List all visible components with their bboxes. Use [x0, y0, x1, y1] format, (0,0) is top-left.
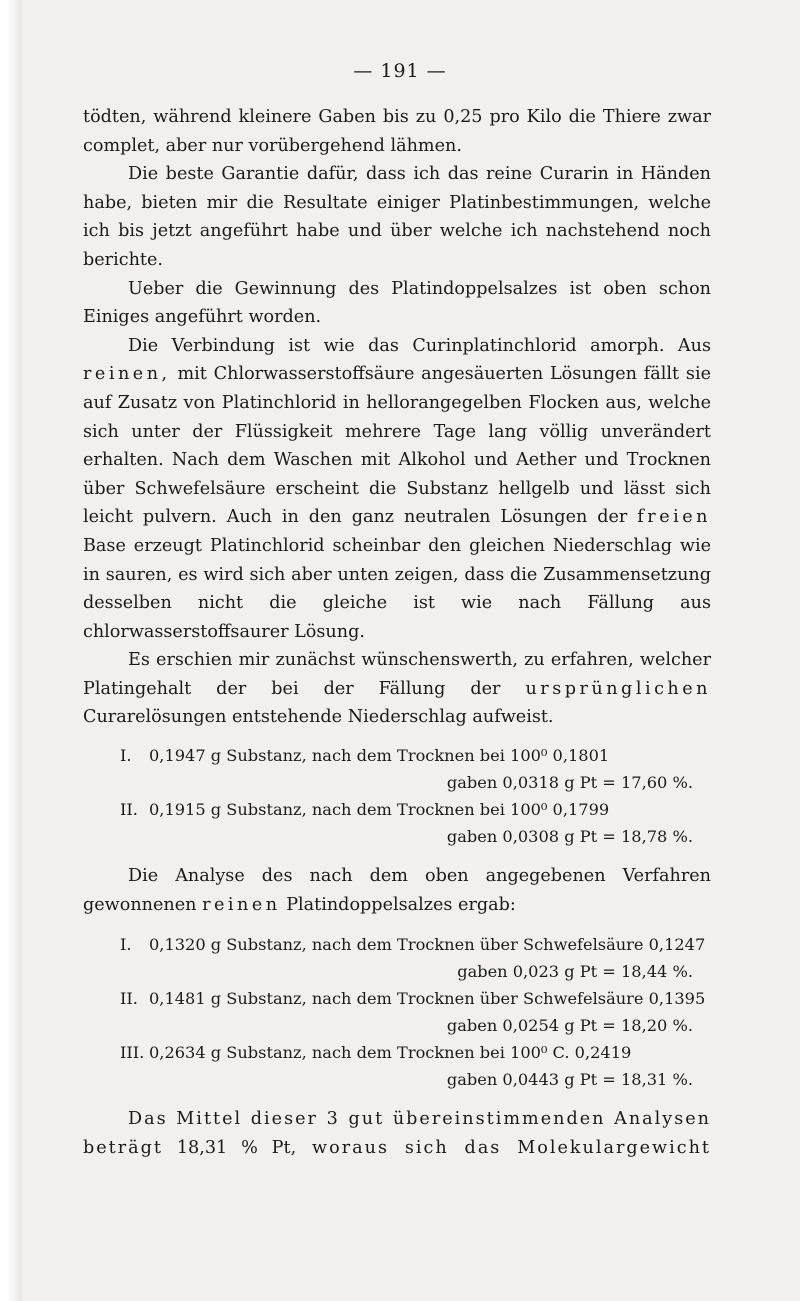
- analysis-row: [83, 931, 711, 958]
- paragraph-4-text-a: Die Verbindung ist wie das Curinplatinchlorid amorph. Aus: [128, 335, 711, 356]
- paragraph-5-spaced: ursprünglichen: [525, 678, 712, 699]
- analysis-row-continuation: [83, 1066, 711, 1093]
- paragraph-2: Die beste Garantie dafür, dass ich das reine Curarin in Händen habe, bieten mir die Resultate einiger Platinbestimmungen, welche ich bis jetzt angeführt habe und über welche ich nachstehend noch berichte.: [83, 164, 711, 270]
- analysis-line: 0,1915 g Substanz, nach dem Trocknen bei 100⁰ 0,1799: [149, 800, 610, 820]
- paragraph-6-text-a: Die Analyse des nach dem oben angegebenen Verfahren gewonnenen: [83, 866, 711, 915]
- analysis-list-1: [83, 742, 711, 850]
- analysis-row: [83, 742, 711, 769]
- analysis-row-continuation: [83, 769, 711, 796]
- paragraph-1: tödten, während kleinere Gaben bis zu 0,25 pro Kilo die Thiere zwar complet, aber nur vorübergehend lähmen.: [83, 107, 711, 156]
- analysis-number: III.: [120, 1043, 145, 1063]
- analysis-line: 0,1320 g Substanz, nach dem Trocknen über Schwefelsäure 0,1247: [149, 935, 706, 955]
- analysis-result: gaben 0,023 g Pt = 18,44 %.: [457, 962, 693, 982]
- paragraph-6-spaced: reinen: [202, 894, 281, 915]
- paragraph-5: [83, 646, 711, 732]
- paragraph-4-spaced-b: freien: [637, 507, 712, 528]
- analysis-result: gaben 0,0318 g Pt = 17,60 %.: [446, 773, 693, 793]
- paragraph-4: [83, 332, 711, 647]
- paragraph-7-spaced-a: Das Mittel dieser 3 gut übereinstimmenden Analysen beträgt: [83, 1109, 711, 1158]
- analysis-number: II.: [120, 800, 138, 820]
- page-edge: [0, 0, 22, 1301]
- paragraph-7-text: 18,31 % Pt,: [162, 1137, 297, 1158]
- analysis-row-continuation: [83, 823, 711, 850]
- paragraph-7-wrap: [83, 1105, 711, 1162]
- body-text: [83, 103, 711, 1162]
- analysis-row: [83, 1039, 711, 1066]
- paragraph-3: Ueber die Gewinnung des Platindoppelsalzes ist oben schon Einiges angeführt worden.: [83, 278, 711, 328]
- analysis-number: I.: [120, 746, 132, 766]
- paragraph-7: [83, 1105, 711, 1162]
- analysis-result: gaben 0,0443 g Pt = 18,31 %.: [446, 1070, 693, 1090]
- paragraph-5-text-a: Es erschien mir zunächst wünschenswerth, zu erfahren, welcher Platingehalt der bei der Fällung der: [83, 650, 711, 699]
- analysis-row-continuation: [83, 1012, 711, 1039]
- analysis-line: 0,1481 g Substanz, nach dem Trocknen über Schwefelsäure 0,1395: [149, 989, 706, 1009]
- paragraph-6: [83, 862, 711, 919]
- analysis-row: [83, 796, 711, 823]
- analysis-line: 0,1947 g Substanz, nach dem Trocknen bei 100⁰ 0,1801: [149, 746, 610, 766]
- analysis-line: 0,2634 g Substanz, nach dem Trocknen bei 100⁰ C. 0,2419: [149, 1043, 632, 1063]
- paragraph-7-spaced-b: woraus sich das Molekulargewicht: [296, 1137, 711, 1158]
- analysis-number: II.: [120, 989, 138, 1009]
- paragraph-4-text-c: Base erzeugt Platinchlorid scheinbar den gleichen Niederschlag wie in sauren, es wird sich aber unten zeigen, dass die Zusammensetzung desselben nicht die gleiche ist wie nach Fällung aus chlorwasserstoffsaurer Lösung.: [83, 535, 711, 642]
- analysis-row: [83, 985, 711, 1012]
- paragraph-4-text-b: mit Chlorwasserstoffsäure angesäuerten Lösungen fällt sie auf Zusatz von Platinchlorid in hellorangegelben Flocken aus, welche sich unter der Flüssigkeit mehrere Tage lang völlig unverändert erhalten. Nach dem Waschen mit Alkohol und Aether und Trocknen über Schwefelsäure erscheint die Substanz hellgelb und lässt sich leicht pulvern. Auch in den ganz neutralen Lösungen der: [83, 364, 711, 528]
- analysis-result: gaben 0,0254 g Pt = 18,20 %.: [446, 1016, 693, 1036]
- analysis-number: I.: [120, 935, 132, 955]
- analysis-row-continuation: [83, 958, 711, 985]
- page-number: — 191 —: [353, 60, 447, 82]
- paragraph-6-text-b: Platindoppelsalzes ergab:: [280, 894, 516, 915]
- paragraph-4-spaced-a: reinen,: [83, 364, 171, 385]
- analysis-list-2: [83, 931, 711, 1093]
- paragraph-5-text-b: Curarelösungen entstehende Niederschlag aufweist.: [83, 707, 554, 728]
- analysis-result: gaben 0,0308 g Pt = 18,78 %.: [446, 827, 693, 847]
